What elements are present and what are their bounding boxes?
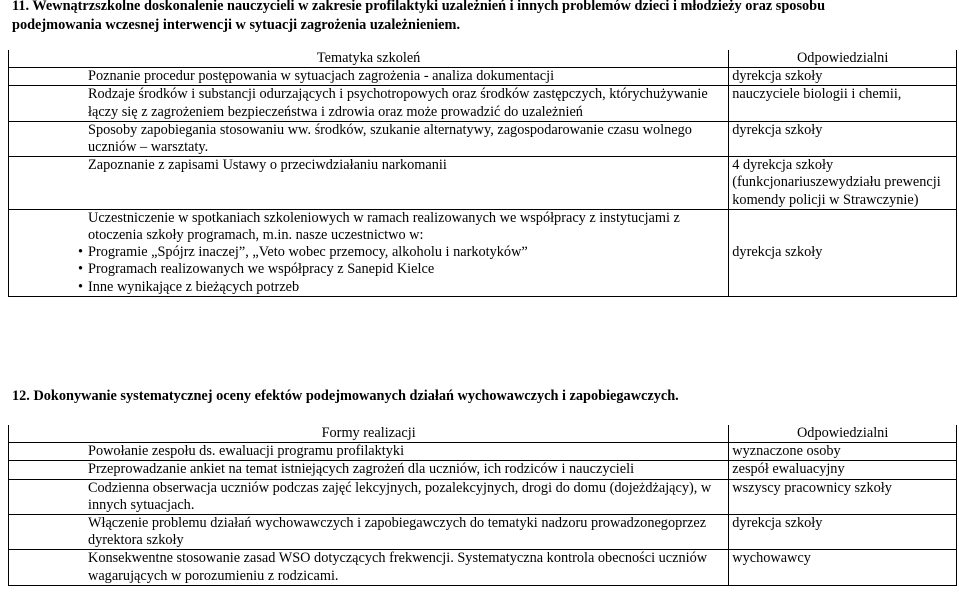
table-row xyxy=(9,550,957,585)
row-responsible: wyznaczone osoby xyxy=(729,443,957,461)
row-number xyxy=(12,480,88,497)
table-header-row xyxy=(9,425,957,443)
table-row xyxy=(9,461,957,479)
row-text: Codzienna obserwacja uczniów podczas zajęć lekcyjnych, pozalekcyjnych, drogi do domu (dojeżdżający), w innych sytuacjach. xyxy=(88,479,712,513)
table-row xyxy=(9,86,957,121)
table-row xyxy=(9,443,957,461)
row-responsible: 4 dyrekcja szkoły (funkcjonariuszewydziału prewencji komendy policji w Strawczynie) xyxy=(729,157,957,210)
row-responsible: dyrekcja szkoły xyxy=(729,121,957,156)
row-text: Sposoby zapobiegania stosowaniu ww. środków, szukanie alternatywy, zagospodarowanie czasu wolnego uczniów – warsztaty. xyxy=(88,121,692,156)
header-topic: Tematyka szkoleń xyxy=(9,50,729,68)
bullet-icon: • xyxy=(78,244,84,261)
row-responsible: dyrekcja szkoły xyxy=(729,209,957,296)
section-11-heading xyxy=(12,0,952,35)
list-item xyxy=(12,244,725,261)
bullet-icon: • xyxy=(78,278,84,295)
table-row xyxy=(9,121,957,156)
row-number xyxy=(12,157,88,174)
section-11-heading-line1: 11. Wewnątrzszkolne doskonalenie nauczycieli w zakresie profilaktyki uzależnień i innych problemów dzieci i młodzieży oraz sposobu xyxy=(12,0,826,14)
row-number xyxy=(12,443,88,460)
table-row xyxy=(9,209,957,296)
row-text: Konsekwentne stosowanie zasad WSO dotyczących frekwencji. Systematyczna kontrola obecności uczniów wagarujących w porozumieniu z rodzicami. xyxy=(88,550,708,584)
row-text: Włączenie problemu działań wychowawczych i zapobiegawczych do tematyki nadzoru prowadzonegoprzez dyrektora szkoły xyxy=(88,515,707,549)
training-topics-table xyxy=(8,50,957,297)
list-item-text: Inne wynikające z bieżących potrzeb xyxy=(88,278,300,295)
row-number xyxy=(12,461,88,478)
table-row xyxy=(9,515,957,550)
table-header-row xyxy=(9,50,957,68)
row-text: Uczestniczenie w spotkaniach szkoleniowych w ramach realizowanych we współpracy z instytucjami z otoczenia szkoły programach, m.in. nasze uczestnictwo w: xyxy=(88,209,680,244)
row-number xyxy=(12,210,88,227)
row-number xyxy=(12,68,88,85)
row-text: Rodzaje środków i substancji odurzających i psychotropowych oraz środków zastępczych, którychużywanie łączy się z zagrożeniem bezpieczeństwa i zdrowia oraz może prowadzić do uzależnień xyxy=(88,86,708,120)
row-text: Powołanie zespołu ds. ewaluacji programu profilaktyki xyxy=(88,443,405,460)
row-responsible: dyrekcja szkoły xyxy=(729,68,957,86)
table-row xyxy=(9,68,957,86)
header-responsible: Odpowiedzialni xyxy=(729,50,957,68)
row-number xyxy=(12,515,88,532)
program-list xyxy=(12,244,725,296)
section-12-heading: 12. Dokonywanie systematycznej oceny efektów podejmowanych działań wychowawczych i zapobiegawczych. xyxy=(12,388,679,404)
list-item-text: Programie „Spójrz inaczej”, „Veto wobec przemocy, alkoholu i narkotyków” xyxy=(88,244,528,261)
list-item xyxy=(12,279,725,296)
row-responsible: wychowawcy xyxy=(729,550,957,585)
bullet-icon: • xyxy=(78,261,84,278)
row-responsible: wszyscy pracownicy szkoły xyxy=(729,479,957,514)
table-row xyxy=(9,157,957,210)
row-number xyxy=(12,122,88,139)
row-text: Przeprowadzanie ankiet na temat istniejących zagrożeń dla uczniów, ich rodziców i nauczycieli xyxy=(88,461,635,478)
list-item xyxy=(12,261,725,278)
list-item-text: Programach realizowanych we współpracy z Sanepid Kielce xyxy=(88,261,435,278)
header-responsible: Odpowiedzialni xyxy=(729,425,957,443)
row-responsible: nauczyciele biologii i chemii, xyxy=(729,86,957,121)
row-number xyxy=(12,86,88,103)
section-11-heading-line2: podejmowania wczesnej interwencji w sytuacji zagrożenia uzależnieniem. xyxy=(12,17,461,33)
row-text: Zapoznanie z zapisami Ustawy o przeciwdziałaniu narkomanii xyxy=(88,157,447,174)
evaluation-forms-table xyxy=(8,425,957,586)
row-responsible: dyrekcja szkoły xyxy=(729,515,957,550)
table-row xyxy=(9,479,957,514)
row-responsible: zespół ewaluacyjny xyxy=(729,461,957,479)
row-number xyxy=(12,550,88,567)
header-form: Formy realizacji xyxy=(9,425,729,443)
row-text: Poznanie procedur postępowania w sytuacjach zagrożenia - analiza dokumentacji xyxy=(88,68,555,85)
